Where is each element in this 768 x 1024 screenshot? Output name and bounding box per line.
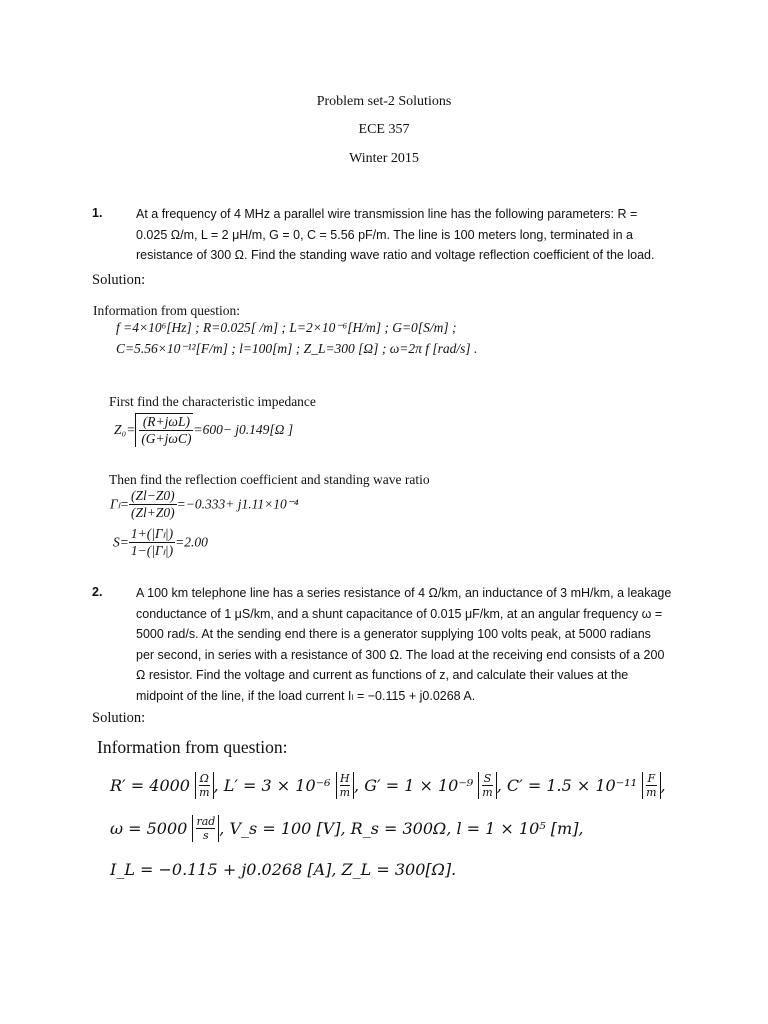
r-unit (195, 772, 213, 799)
gamma-result: =−0.333+ j1.11×10⁻⁴ (176, 496, 299, 512)
z0-equation (114, 413, 293, 447)
problem-1-line: resistance of 300 Ω. Find the standing wave ratio and voltage reflection coefficient of the load. (136, 248, 655, 262)
problem-2-info-label: Information from question: (97, 737, 288, 757)
problem-2-line: per second, in series with a resistance of 300 Ω. The load at the receiving end consists of a 200 (136, 647, 665, 662)
problem-2-line: Ω resistor. Find the voltage and current as functions of z, and calculate their values at the (136, 668, 629, 682)
problem-1-given-line-1: f =4×10⁶[Hz] ; R=0.025[ /m] ; L=2×10⁻⁶[H/m] ; G=0[S/m] ; (116, 320, 457, 335)
z0-numerator: (R+jωL) (142, 414, 190, 429)
problem-2-text (136, 583, 676, 706)
swr-equation (113, 526, 208, 559)
omega-unit (192, 815, 219, 842)
r-unit-den: m (199, 786, 210, 799)
swr-fraction (129, 526, 175, 559)
problem-1-line: 0.025 Ω/m, L = 2 μH/m, G = 0, C = 5.56 pF/m. The line is 100 meters long, terminated in a (136, 227, 633, 242)
swr-result: =2.00 (175, 534, 208, 550)
problem-1-info-label: Information from question: (93, 303, 240, 318)
problem-1-line: At a frequency of 4 MHz a parallel wire transmission line has the following parameters: R = (136, 207, 638, 221)
c-unit (642, 772, 660, 799)
omega-unit-num: rad (196, 815, 216, 828)
omega-rest: , V_s = 100 [V], R_s = 300Ω, l = 1 × 10⁵ [m], (219, 819, 584, 838)
problem-1-text (136, 204, 676, 266)
problem-2-line: 5000 rad/s. At the sending end there is a generator supplying 100 volts peak, at 5000 radians (136, 627, 651, 641)
sqrt-sign (135, 413, 193, 447)
r-unit-num: Ω (199, 772, 209, 785)
problem-2-number: 2. (92, 585, 103, 599)
problem-1-step-2: Then find the reflection coefficient and standing wave ratio (109, 472, 430, 487)
c-end: , (660, 776, 666, 795)
z0-result: =600− j0.149[Ω ] (193, 422, 294, 437)
problem-1-step-1: First find the characteristic impedance (109, 394, 316, 409)
z0-fraction (139, 414, 193, 447)
problem-1-solution-label: Solution: (92, 272, 146, 288)
gamma-denominator: (Zl+Z0) (131, 505, 175, 520)
c-unit-num: F (647, 772, 656, 785)
gamma-numerator: (Zl−Z0) (131, 488, 175, 503)
swr-denominator: 1−(|Γₗ|) (130, 543, 174, 558)
omega-unit-den: s (203, 829, 209, 842)
c-unit-den: m (646, 786, 657, 799)
params-line-2 (110, 815, 584, 842)
problem-2-line: midpoint of the line, if the load current Iₗ = −0.115 + j0.0268 A. (136, 688, 476, 703)
l-unit (336, 772, 354, 799)
g-unit-num: S (483, 772, 492, 785)
doc-title: Problem set-2 Solutions (316, 94, 452, 109)
g-expr: , G′ = 1 × 10⁻⁹ (354, 776, 474, 795)
g-unit (478, 772, 496, 799)
l-unit-den: m (339, 786, 351, 799)
l-expr: , L′ = 3 × 10⁻⁶ (213, 776, 331, 795)
course-code: ECE 357 (358, 122, 410, 137)
gamma-equation (110, 488, 299, 521)
problem-1-number: 1. (92, 206, 103, 220)
c-expr: , C′ = 1.5 × 10⁻¹¹ (496, 776, 637, 795)
z0-denominator: (G+jωC) (141, 431, 192, 446)
problem-2-solution-label: Solution: (92, 710, 146, 726)
gamma-fraction (129, 488, 177, 521)
problem-2-line: A 100 km telephone line has a series resistance of 4 Ω/km, an inductance of 3 mH/km, a leakage (136, 586, 672, 600)
l-unit-num: H (340, 772, 350, 785)
term: Winter 2015 (349, 151, 419, 166)
params-line-1 (110, 772, 666, 799)
r-expr: R′ = 4000 (110, 776, 190, 795)
g-unit-den: m (482, 786, 493, 799)
z0-lhs: Z₀= (114, 422, 136, 437)
swr-numerator: 1+(|Γₗ|) (130, 526, 174, 541)
load-current-line: I_L = −0.115 + j0.0268 [A], Z_L = 300[Ω]. (110, 860, 457, 879)
gamma-lhs: Γₗ= (110, 496, 130, 512)
problem-2-line: conductance of 1 μS/km, and a shunt capacitance of 0.015 μF/km, at an angular frequency ω = (136, 606, 663, 621)
problem-1-given-line-2: C=5.56×10⁻¹²[F/m] ; l=100[m] ; Z_L=300 [Ω] ; ω=2π f [rad/s] . (116, 341, 478, 356)
swr-lhs: S= (113, 534, 129, 550)
omega-expr: ω = 5000 (110, 819, 188, 838)
